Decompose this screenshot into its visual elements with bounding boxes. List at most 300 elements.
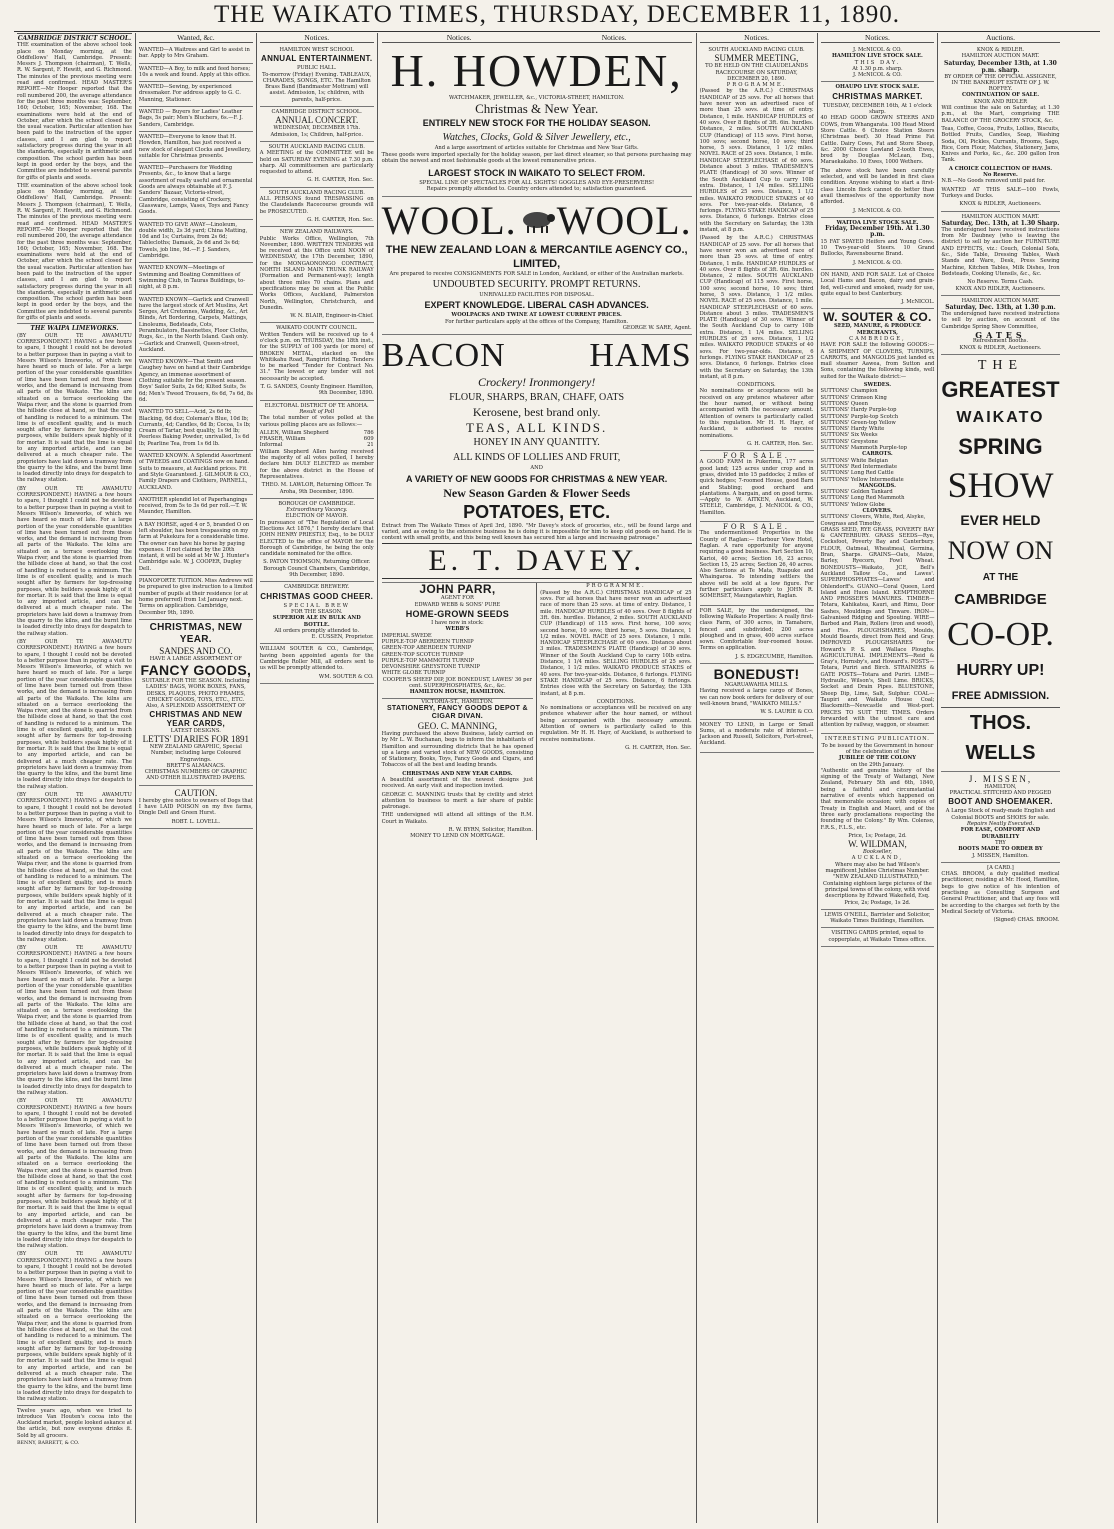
ad-headline: HAMILTON AUCTION MART. (961, 53, 1040, 60)
advertisement-text: Twelve years ago, when we tried to introduce Van Houten's cocoa into the Auckland market, people looked askance at the article, but now everyone drinks it. Sold by all grocers. (17, 1405, 132, 1439)
ad-text: Saturday, Dec. 13th, at 1.30 p.m. (945, 304, 1056, 312)
caution-ad (139, 786, 253, 829)
column-6 (696, 33, 817, 1523)
ad-headline: FOR SALE. (723, 523, 791, 532)
notice (260, 142, 374, 188)
ad-headline: KNOX AND RIDLER (973, 98, 1028, 105)
auction-ad (821, 218, 935, 270)
ad-text: WOOLPACKS AND TWINE AT LOWEST CURRENT PRICES. (451, 312, 622, 319)
ad-headline: JUBILEE OF THE COLONY (838, 755, 916, 762)
ad-text: 15 FAT SPAYED Heifers and Young Cows. 10 Two-year-old Steers. 10 Grand Bullocks, Ravensbourne Brand. (820, 238, 935, 258)
ad-text: The above stock have been carefully selected, and will be landed in first class condition. Anyone wishing to start a first-class Lincoln flock cannot do better than avail themselves of the opportunity now afforded. (820, 167, 935, 206)
ad-text: The undermentioned Properties in the County of Raglan:— Harbour View Hotel, Raglan. A rare opportunity for anyone requiring a good business. Part Section 10, Karioi, 40 acres; Section 16, 23 acres; Section 15, 25 acres; Section 26, 40 acres. Also Sections at Te Mata, Ruapuke and Whaingaroa. To intending settlers the above will be sold at a low figure. For further particulars apply to JOHN R. SOMERSET, Maungatawhiri, Raglan. (699, 530, 814, 600)
ad-headline: HAMILTON LIVE STOCK SALE. (832, 53, 923, 60)
ad-headline: BACON (381, 337, 506, 375)
notice-text: William Shepherd Allen having received the majority of all votes polled, I hereby declare him DULY ELECTED as member for the above district in the House of Representatives. (259, 448, 374, 480)
sandes-ad (139, 620, 253, 786)
ad-title: J. McNICOL & CO. (852, 47, 902, 53)
ad-headline: FANCY GOODS, (140, 662, 252, 679)
candidate-name: Informal (259, 442, 283, 449)
ad-text: A Large Stock of ready-made English and Colonial BOOTS and SHOES for sale. (945, 808, 1056, 821)
ad-title: [A CARD.] (987, 864, 1014, 871)
signature: J. McNICOL & CO. (852, 207, 902, 214)
signature: G. H. CARTER, Hon. Sec. (625, 744, 692, 751)
classified-ad: WANTED TO GIVE AWAY—Linoleum, double width, 2s 3d yard; China Matting, 10d and 1s; Curtains, from 2s 6d; Tablecloths; Damask, 2s 6d and 3s 6d; Towels, job line, 9d.—F. J. Sanders, Cambridge. (139, 220, 253, 264)
ad-headline: CHRISTMAS MARKET. (832, 91, 923, 101)
notice-title: CAMBRIDGE DISTRICT SCHOOL. (271, 109, 362, 116)
seed-item: WHITE GLOBE TURNIP (381, 670, 446, 677)
seed-item: SUTTONS' Six Weeks (820, 432, 878, 439)
seed-item: SUTTONS' Golden Tankard (820, 489, 893, 496)
ad-title: NGARUAWAHIA MILLS. (724, 682, 789, 689)
notice-title: CONDITIONS. (596, 698, 636, 705)
seed-item: PURPLE-TOP ABERDEEN TURNIP (381, 638, 474, 645)
ad-sub: SEED, MANURE, & PRODUCE MERCHANTS, (834, 323, 921, 336)
ad-text: VISITING CARDS printed, equal to copperplate, at Waikato Times office. (828, 930, 927, 943)
seed-item: SUTTONS' Hardy White (820, 426, 885, 433)
seed-item: SUTTONS' Purple-top Scotch (820, 413, 899, 420)
notice-title: WAIKATO COUNTY COUNCIL. (276, 325, 358, 332)
classified-ad: A BAY HORSE, aged 4 or 5, branded O on left shoulder, has been trespassing on my farm at Pukekura for a considerable time. The owner can have his horse by paying expenses. If not claimed by the 20th instant, it will be sold at Mr W. J. Hunter's Cambridge sale. W. J. COOPER, Dugley Dell. (139, 520, 253, 576)
classified-ad: WANTED KNOWN—That Smith and Caughey have on hand at their Cambridge Agency, an immense assortment of Clothing suitable for the present season. Boys' Sailor Suits, 2s 6d; Kilted Suits, 5s 6d; Men's Tweed Trousers, 6s 6d, 7s 6d, 8s 6d. (139, 357, 253, 407)
ad-text: Extract from The Waikato Times of April 3rd, 1890. "Mr Davey's stock of groceries, etc., will be found large and varied, and as owing to the extensive business he is doing it is impossible for him to keep old goods on hand. He is content with small profits, and this being well known has secured him a large and increasing patronage." (381, 522, 692, 542)
ad-title: KNOX & RIDLER. (976, 47, 1025, 53)
ad-text: VICTORIA-ST., HAMILTON. (382, 698, 533, 705)
notice-text: (Passed by the A.R.C.) CHRISTMAS HANDICAP of 25 sovs. For all horses that have never won an advertised race of more than 25 sovs. at time of entry. Distance, 1 mile. HANDICAP HURDLES of 40 sovs. Over 8 flights of 3ft. 6in. hurdles. Distance, 2 miles. SOUTH AUCKLAND CUP (Handicap) of 115 sovs. First horse, 100 sovs; second horse, 10 sovs; third horse, 5 sovs. Distance, 1 1/2 miles. NOVEL RACE of 25 sovs. Distance, 1 mile. HANDICAP STEEPLECHASE of 60 sovs. Distance about 3 miles. TRADESMEN'S PLATE (Handicap) of 30 sovs. Winner of the South Auckland Cup to carry 10lb extra. Distance, 1 1/4 miles. SELLING HURDLES of 25 sovs. Distance, 1 1/2 miles. WAIKATO PRODUCE STAKES of 40 sovs. For two-year-olds. Distance, 6 furlongs. FLYING STAKE HANDICAP of 25 sovs. Distance, 6 furlongs. Entries close with the Secretary on Saturday, the 13th instant, at 8 p.m. (699, 88, 814, 234)
two-column-ads (382, 583, 692, 839)
seed-item: SUTTONS' Queen (820, 400, 868, 407)
ad-section: SWEDES. (863, 382, 892, 389)
notice-title: PROGRAMME. (726, 82, 787, 89)
notice-sub: ELECTION OF MAYOR. (285, 513, 348, 520)
spring-show-ad (941, 355, 1059, 772)
ad-headline: GEO. C. MANNING, (417, 720, 498, 731)
ad-headline: AT THE (982, 571, 1019, 583)
ad-text: Refreshment Booths. (972, 338, 1029, 345)
ad-headline: Kerosene, best brand only. (472, 405, 601, 420)
notice (260, 499, 374, 583)
ad-text: CHRISTMAS NUMBERS OF GRAPHIC AND OTHER ILLUSTRATED PAPERS. (144, 769, 247, 782)
classified-ad: ANOTHER splendid lot of Paperhangings received, from 5s to 3s 6d per roll.—T. W. Maunder, Hamilton. (139, 495, 253, 520)
classified-ad: WANTED KNOWN—Garlick and Cranwell have the largest stock of Art Muslins, Art Serges, Art Cretonnes, Wadding, &c., Art Blinds, Art Bordering, Carpets, Mattings, Linoleums, Bedsteads, Cots, Perambulators, Bassinettes, Floor Cloths, Rugs, &c., in the North Island. Cash only.—Garlick and Cranwell, Queen-street, Auckland. (139, 295, 253, 358)
signature: T. G. SANDES, County Engineer. Hamilton, 9th December, 1890. (260, 384, 374, 397)
ad-text: To be issued by the Government in honour of the celebration of the (821, 742, 934, 755)
ad-sub: WATCHMAKER, JEWELLER, &c., VICTORIA-STREET, HAMILTON. (448, 95, 625, 101)
for-sale-ad (700, 451, 814, 522)
ad-text: UNRIVALLED FACILITIES FOR DISPOSAL. (479, 292, 594, 299)
classified-ad: WANTED TO SELL—Acid, 2s 6d lb; Blacking, 6d doz; Coleman's Blue, 10d lb; Currants, 4d; Candles, 6d lb; Cocoa, 1s lb; Cream of Tartar, best quality, 1s 9d lb; Peerless Baking Powder, unrivalled, 1s 6d lb; Pearline Tea, from 1s 6d lb. (139, 407, 253, 451)
column-heading: Wanted, &c. (139, 33, 253, 43)
column-heading: Notices. (260, 33, 374, 43)
seed-item: SUTTONS' Crimson King (820, 394, 887, 401)
ad-text: Repairs Neatly Executed. (966, 821, 1034, 828)
ad-text: At 1.30 p.m. sharp. (852, 65, 903, 72)
ad-headline: H. HOWDEN, (390, 45, 683, 96)
ad-headline: WOOL. (556, 197, 692, 243)
notice-text: ALL PERSONS found TRESPASSING on the Claudelands Racecourse grounds will be PROSECUTED. (259, 196, 374, 215)
masthead-rule (14, 31, 1100, 32)
racing-programme (537, 583, 691, 839)
wool-row (382, 199, 692, 243)
notice-title: NEW ZEALAND RAILWAYS. (279, 229, 354, 236)
ad-headline: New Season Garden & Flower Seeds (443, 485, 631, 500)
ad-headline: FOR SALE. (723, 452, 791, 461)
classified-ad: WANTED—Sewing, by experienced dressmaker. For address apply to G. C. Manning, Stationer. (139, 82, 253, 107)
ad-headline: SPRING (958, 433, 1043, 459)
notice-headline: SUMMER MEETING, (714, 53, 799, 64)
ad-text: BY ORDER OF THE OFFICIAL ASSIGNEE, IN THE BANKRUPT ESTATE OF J. W. ROFFEY. (944, 73, 1057, 93)
notice-text: Public Works Office, Wellington, 7th November, 1890. WRITTEN TENDERS will be received at this Office until NOON of WEDNESDAY, the 17th December, 1890, for the MONGAONONGO CONTRACT, NORTH ISLAND MAIN TRUNK RAILWAY (Formation and Permanent-way); length about three miles 70 chains. Plans and specifications may be seen at the Public Works Offices, Auckland, Palmerston North, Wellington, Christchurch, and Dunedin. (259, 235, 374, 311)
ad-text: FOR THE SEASON. (290, 608, 343, 615)
money-ad (700, 720, 814, 753)
ad-text: BOOTS MADE TO ORDER BY (958, 846, 1043, 853)
signature: ROBT. L. LOVELL. (171, 818, 221, 825)
signature: KNOX AND RIDLER, Auctioneers. (955, 285, 1046, 292)
signature: W. S. LAURIE & CO. (760, 709, 814, 716)
signature: E. CUSSEN, Proprietor. (311, 634, 374, 641)
signature: J. McNICOL & CO. (852, 259, 902, 266)
seed-item: SUTTONS' White Belgian (820, 457, 888, 464)
ad-headline: A CHOICE COLLECTION OF HAMS. (948, 165, 1053, 172)
notice-text: To-morrow (Friday) Evening. TABLEAUX, CHARADES, SONGS, ETC. The Hamilton Brass Band (Bandmaster Mottram) will assist. Admission, 1s; children, with parents, half-price. (262, 71, 372, 103)
signature: J. McNICOL. (901, 299, 935, 306)
article-text: (BY OUR TE AWAMUTU CORRESPONDENT.) HAVING a few hours to spare, I thought I could not be devoted to a better purpose than in paying a visit to Messrs Wilson's limeworks, of which we have heard so much of late. For a large portion of the year considerable quantities of lime have been turned out from these works, and the demand is increasing from all parts of the Waikato. The kilns are situated on a terrace overlooking the Waipa river, and the stone is quarried from the hillside close at hand, so that the cost of handling is reduced to a minimum. The lime is of excellent quality, and is much sought after by farmers for top-dressing purposes, while builders speak highly of it for mortar. It is said that the lime is equal to any imported article, and can be delivered at a much cheaper rate. The proprietors have laid down a tramway from the quarry to the kilns, and the burnt lime is loaded directly into drays for despatch to the railway station. (17, 485, 132, 637)
notice-text: TO BE HELD ON THE CLAUDELANDS RACECOURSE ON SATURDAY, DECEMBER 20, 1890. (705, 63, 809, 82)
ad-headline: OHAUPO LIVE STOCK SALE. (835, 84, 920, 91)
column-1 (14, 33, 135, 1523)
notice-headline: ANNUAL ENTERTAINMENT. (261, 54, 373, 64)
ad-text: I have now in stock: (431, 620, 484, 627)
ad-headline: HAMS (589, 337, 692, 375)
notice-text: No nominations or acceptances will be received on any pretence whatever after the hour named, or without being accompanied with the necessary amount. Attention of owners is particularly called to this regulation. Mr H. H. Hayr, of Auckland, is authorised to receive nominations. (699, 388, 814, 439)
signature: W. N. BLAIR, Engineer-in-Chief. (290, 313, 374, 320)
ad-headline: BOOT AND SHOEMAKER. (948, 797, 1053, 807)
seed-item: SUTTONS' Yellow Intermediate (820, 476, 904, 483)
ad-text: Having purchased the above Business, lately carried on by Mr L. W. Buchanan, begs to inform the inhabitants of Hamilton and surrounding districts that he has opened up a large and varied stock of NEW GOODS, consisting of Stationery, Books, Toys, Fancy Goods and Cigars, and Tobaccos of all the best and leading brands. (381, 730, 534, 769)
notice (260, 45, 374, 107)
ad-text: Saturday, December 13th, at 1.30 p.m. sharp. (944, 59, 1057, 74)
ad-headline: CO-OP. (947, 615, 1054, 653)
ad-headline: Christmas & New Year. (475, 101, 599, 117)
column-heading: Notices. (382, 33, 537, 43)
seed-item: GREEN-TOP SCOTCH TURNIP (381, 651, 464, 658)
ad-text: MONEY TO LEND, in Large or Small Sums, at a moderate rate of interest.—Jackson and Russell, Solicitors, Fort-street, Auckland. (699, 721, 814, 747)
columns (14, 33, 1102, 1523)
ad-text: SPECIAL BREW (283, 602, 350, 609)
auction-ad (941, 45, 1059, 212)
signature: R. W. BYRN, Solicitor, Hamilton. (448, 827, 534, 834)
ad-headline: Crockery! Ironmongery! (477, 375, 596, 390)
candidate-name: FRASER, William (259, 436, 306, 443)
auction-ad (941, 296, 1059, 355)
classified-ad: WANTED—Everyone to know that H. Howden, Hamilton, has just received a new stock of elegant Clocks and Jewellery, suitable for Christmas presents. (139, 132, 253, 163)
classified-ad: WANTED KNOWN. A Splendid Assortment of TWEEDS and COATINGS now on hand. Suits to measure, at Auckland prices. Fit and Style Guaranteed. J. GILMOUR & CO., Family Drapers and Clothiers, PARNELL, AUCKLAND. (139, 451, 253, 495)
ad-text: HAMILTON, (984, 783, 1017, 790)
seed-item: SUTTONS' Red Intermediate (820, 463, 898, 470)
ad-text: SUPERIOR ALE IN BULK AND BOTTLE. (272, 615, 361, 628)
ad-text: CHAS. BROOM, a duly qualified medical practitioner, residing at Mr. Hood, Hamilton, begs to give notice of his intention of practising as Consulting Surgeon and General Practitioner, and that any fees will be according to the charges set forth by the Medical Society of Victoria. (941, 871, 1060, 915)
ad-headline: THE NEW ZEALAND LOAN & MERCANTILE AGENCY CO., LIMITED, (385, 243, 688, 270)
ad-headline: CAUTION. (174, 787, 218, 798)
column-3 (256, 33, 377, 1523)
ad-text: For further particulars apply at the offices of the Company, Hamilton. (445, 318, 629, 325)
column-heading: Notices. (700, 33, 814, 43)
article-text: (BY OUR TE AWAMUTU CORRESPONDENT.) HAVING a few hours to spare, I thought I could not be devoted to a better purpose than in paying a visit to Messrs Wilson's limeworks, of which we have heard so much of late. For a large portion of the year considerable quantities of lime have been turned out from these works, and the demand is increasing from all parts of the Waikato. The kilns are situated on a terrace overlooking the Waipa river, and the stone is quarried from the hillside close at hand, so that the cost of handling is reduced to a minimum. The lime is of excellent quality, and is much sought after by farmers for top-dressing purposes, while builders speak highly of it for mortar. It is said that the lime is equal to any imported article, and can be delivered at a much cheaper rate. The proprietors have laid down a tramway from the quarry to the kilns, and the burnt lime is loaded directly into drays for despatch to the railway station. (17, 945, 132, 1096)
ad-headline: WOOL. (381, 197, 517, 243)
ad-headline: HONEY IN ANY QUANTITY. (473, 437, 600, 449)
notice (260, 227, 374, 323)
notice-text: Written Tenders will be received up to 4 o'clock p.m. on THURSDAY, the 18th inst., for the SUPPLY of 100 yards (or more) of BROKEN METAL, stacked on the Whitikahu Road, Rangiriri Riding. Tenders to be marked "Tender for Contract No. 31." The lowest or any tender will not necessarily be accepted. (259, 331, 374, 382)
column-8 (937, 33, 1062, 1523)
seed-item: SUTTONS' Green-top Yellow (820, 419, 896, 426)
ad-text: TUESDAY, DECEMBER 16th, At 1 o'clock sharp. (822, 102, 932, 116)
ad-text: Price, 1s; Postage, 2d. (848, 832, 907, 839)
ad-headline: LARGEST STOCK IN WAIKATO TO SELECT FROM. (428, 168, 646, 179)
ad-text: Will continue the sale on Saturday, at 1.30 p.m., at the Mart, comprising THE BALANCE OF THE GROCERY STOCK, &c. (941, 105, 1060, 124)
ad-headline: ALL KINDS OF LOLLIES AND FRUIT, (453, 452, 621, 464)
ad-headline: CHRISTMAS AND NEW YEAR CARDS. (402, 770, 513, 777)
column-2 (135, 33, 256, 1523)
article-text: (BY OUR TE AWAMUTU CORRESPONDENT.) HAVING a few hours to spare, I thought I could not be devoted to a better purpose than in paying a visit to Messrs Wilson's limeworks, of which we have heard so much of late. For a large portion of the year considerable quantities of lime have been turned out from these works, and the demand is increasing from all parts of the Waikato. The kilns are situated on a terrace overlooking the Waipa river, and the stone is quarried from the hillside close at hand, so that the cost of handling is reduced to a minimum. The lime is of excellent quality, and is much sought after by farmers for top-dressing purposes, while builders speak highly of it for mortar. It is said that the lime is equal to any imported article, and can be delivered at a much cheaper rate. The proprietors have laid down a tramway from the quarry to the kilns, and the burnt lime is loaded directly into drays for despatch to the railway station. (17, 638, 132, 790)
notice-text: A MEETING of the COMMITTEE will be held on SATURDAY EVENING at 7.30 p.m. sharp. All committeemen are particularly requested to attend. (259, 150, 374, 176)
seed-item: SUTTONS' Hardy Purple-top (820, 407, 897, 414)
racing-ad (700, 45, 814, 451)
souter-ad (821, 309, 935, 734)
ad-headline: HURRY UP! (956, 661, 1045, 679)
ad-text: HAMILTON HOUSE, HAMILTON. (409, 689, 506, 696)
ad-text: Teas, Coffee, Cocoa, Fruits, Lollies, Biscuits, Bottled Fruits, Candles, Soap, Washing Soda, Oil, Pickles, Currants, Brooms, Sago, Rice, Corn Flour, Matches, Stationery, Jams, Knives and Forks, &c., &c. 200 gallon Iron Tank. (941, 125, 1060, 164)
classified-ad: WANTED—A Boy, to milk and feed horses; 10s a week and found. Apply at this office. (139, 64, 253, 83)
seed-item: SUTTONS' Greystone (820, 438, 878, 445)
ad-text: The undersigned have received instructions from Mr Daubney (who is leaving the district) to sell by auction her FURNITURE AND EFFECTS, viz.: Couch, Colonial Sofa, &c., Side Table, Dressing Tables, Wash Stands and Ware, Desk, Press Sewing Machine, Kitchen Tables, Milk Dishes, Iron Bedsteads, Cooking Utensils, &c., &c. (941, 226, 1060, 277)
signature: THEO. M. LAWLOR, Returning Officer. Te Aroha, 9th December, 1890. (261, 482, 372, 495)
ad-text: COOPER'S SHEEP DIP, JOE BONEDUST, LAWES' 36 per cent. SUPERPHOSPHATES, &c., &c. (382, 676, 532, 690)
ad-text: The undersigned have received instructions to sell by auction, on account of the Cambridge Spring Show Committee, (941, 311, 1060, 330)
ad-text: N.B.—No Goods removed until paid for. (941, 178, 1046, 185)
ad-text: FOR SALE, by the undersigned, the following Waikato Properties: A really first-class Farm, of 300 acres, in Tamahere, fenced and subdivided; 200 acres ploughed and in grass, 400 acres surface sown. Comfortable four-roomed house. Terms on application. (699, 607, 814, 652)
ad-text: SPECIAL LINE OF SPECTACLES FOR ALL SIGHTS! GOGGLES AND EYE-PRESERVERS! (419, 180, 655, 187)
publication-ad (821, 734, 935, 909)
ad-headline: CAMBRIDGE (954, 590, 1047, 608)
auction-ad (821, 270, 935, 309)
ad-text: ON HAND, AND FOR SALE. Lot of Choice Local Hams and Bacon, dairy and grain-fed, well-cured and smoked, ready for use, quite equal to best Canterbury. (820, 271, 935, 297)
seed-item: GREEN-TOP ABERDEEN TURNIP (381, 645, 472, 652)
ad-text: SUITABLE FOR THE SEASON. Including LADIES' BAGS, WORK BOXES, FANS, DESKS, PLAQUES, PHOTO FRAMES, CRICKET GOODS, TOYS, ETC., ETC. (141, 678, 250, 704)
ad-headline: LETTS' DIARIES FOR 1891 (142, 733, 250, 744)
davey-ad (382, 335, 692, 583)
ad-headline: SHOW (947, 464, 1054, 505)
notice (260, 107, 374, 142)
seed-item: DEVONSHIRE GREYSTONE TURNIP (381, 664, 480, 671)
ad-text: I hereby give notice to owners of Dogs that I have LAID POISON on my five farms, Dingle Dell and Green Hurst. (138, 797, 253, 817)
ad-headline: WAIKATO (956, 408, 1045, 426)
ad-text: AND (530, 465, 543, 472)
ad-text: GRASS SEED, RYE GRASS, POVERTY BAY & CANTERBURY. GRASS SEEDS—Rye, Cocksfoot, Poverty Bay and Canterbury. FLOUR, Oatmeal, Wheatmeal, Germina, Bran, Sharps. GRAINS—Oats, Maize, Barley, Ryecorn, Fowl Wheat. BONEDUSTS—Waikato, JCE, Bell's Auckland Tallow Co., and Lawes'. SUPERPHOSPHATES—Lawes' and Ohlendorff's. GUANO—Coral Queen, Lord Island and Huon Island. KEMPTHORNE AND PROSSER'S MANURES. TIMBER—Totara, Kahikatea, Kauri, and Rimu, Door Sashes, Mouldings and Tinware. IRON—Galvanised Ridging and Spouting. WIRE—Barbed and Plain, Rollers (iron and wood), and Fles. PLOUGHSHARES, Moulds, Mould Boards, direct from Reid and Gray. IMPROVED PLOUGHSHARES for Howard's P. S. and Wallace Ploughs. AGRICULTURAL IMPLEMENTS—Reid & Gray's, Hornsby's, and Howard's. POSTS—Totara, Puriri and Birch. STRAINERS & GATE POSTS—Totara and Puriri. LIME—Hydraulic, Wilson's, Shell Lime. BRICKS, Socket and Drain Pipes. BLUESTONE, Sheep Dip, Lime, Salt, Sulphur. COAL—Taupiri and Waikato House Coal; Blacksmith—Newcastle and West-port. PRICES TO SUIT THE TIMES. Orders forwarded with the utmost care and attention by railway, waggon, or steamer. (820, 526, 935, 729)
ad-text: AUCKLAND, (851, 855, 904, 862)
notice-title: BOROUGH OF CAMBRIDGE. (278, 500, 356, 507)
auction-ad (821, 45, 935, 82)
notice-title: ELECTORAL DISTRICT OF TE AROHA. (264, 402, 369, 409)
ad-headline: GATES (975, 329, 1026, 340)
article-title: CAMBRIDGE DISTRICT SCHOOL. (17, 35, 132, 42)
article-text: (BY OUR TE AWAMUTU CORRESPONDENT.) HAVING a few hours to spare, I thought I could not be devoted to a better purpose than in paying a visit to Messrs Wilson's limeworks, of which we have heard so much of late. For a large portion of the year considerable quantities of lime have been turned out from these works, and the demand is increasing from all parts of the Waikato. The kilns are situated on a terrace overlooking the Waipa river, and the stone is quarried from the hillside close at hand, so that the cost of handling is reduced to a minimum. The lime is of excellent quality, and is much sought after by farmers for top-dressing purposes, while builders speak highly of it for mortar. It is said that the lime is equal to any imported article, and can be delivered at a much cheaper rate. The proprietors have laid down a tramway from the quarry to the kilns, and the burnt lime is loaded directly into drays for despatch to the railway station. (17, 1251, 132, 1403)
ad-text: FOR EASE, COMFORT AND DURABILITY (960, 827, 1041, 840)
article-title: THE WAIPA LIMEWORKS. (17, 323, 132, 332)
ad-text: No Reserve. Terms Cash. (967, 279, 1034, 286)
ad-headline: A VARIETY OF NEW GOODS FOR CHRISTMAS & NEW YEAR. (406, 473, 668, 484)
vote-count: 786 (363, 429, 374, 436)
notice-title: SOUTH AUCKLAND RACING CLUB. (268, 143, 365, 150)
ad-section: MANGOLDS. (858, 482, 896, 489)
ad-text: And a large assortment of articles suitable for Christmas and New Year Gifts. (434, 145, 639, 152)
brewery-ad (260, 582, 374, 644)
ad-headline: INTERESTING PUBLICATION. (824, 736, 930, 743)
cards-ad (821, 928, 935, 947)
ad-text: A beautiful assortment of the newest designs just received. An early visit and inspection invited. (381, 776, 534, 790)
ad-text: Also, A SPLENDID ASSORTMENT OF (146, 703, 246, 710)
column-headings (382, 33, 692, 45)
ad-headline: JOHN PARR, (419, 582, 496, 597)
signature: (Signed) CHAS. BROOM. (993, 917, 1060, 924)
ad-title: CAMBRIDGE BREWERY. (284, 584, 350, 591)
signature: WM. SOUTER & CO. (318, 673, 374, 680)
ad-headline: CONTINUATION OF SALE. (961, 92, 1039, 99)
ad-text: MONEY TO LEND ON MORTGAGE. (410, 833, 505, 840)
notice-title: PROGRAMME. (586, 583, 646, 590)
ad-headline: J. MISSEN, (968, 773, 1033, 784)
column-heading (17, 33, 132, 34)
ad-headline: W. WILDMAN, (848, 839, 907, 850)
notice-sub: PUBLIC HALL. (296, 65, 337, 72)
column-heading: Notices. (821, 33, 935, 43)
ad-text: Having received a large cargo of Bones, we can now book orders for delivery of our well-known brand, "WAIKATO MILLS." (699, 688, 814, 707)
ad-text: A GOOD FARM in Pukerimu, 177 acres good land; 125 acres under crop and in grass, divided into 15 paddocks; 2 miles of quick hedges; 7-roomed House, good Barn and Stabling; good orchard and plantations. A bargain, and on good terms.—Apply to W. AITKEN, Auckland, W. STEELE, Cambridge, J. McNICOL & CO., Hamilton. (699, 459, 814, 516)
column-heading: Notices. (537, 33, 692, 43)
masthead: THE WAIKATO TIMES, THURSDAY, DECEMBER 11, 1890. (214, 1, 900, 28)
ad-headline: CHRISTMAS AND NEW YEAR CARDS, (149, 709, 243, 728)
seed-item: SUTTONS' Long Red Mammoth (820, 495, 905, 502)
ad-text: TRY (995, 839, 1006, 846)
ad-headline: POTATOES, ETC. (463, 501, 611, 522)
ad-text: These goods were imported specially for the holiday season, per last direct steamer, so that persons purchasing may obtain the newest and most fashionable goods at the lowest remunerative prices. (381, 151, 692, 164)
ad-text: THIS DAY. (854, 59, 901, 66)
classified-ad: WANTED—Purchasers for Wedding Presents, &c., to know that a large assortment of really useful and ornamental Goods are always obtainable at F. J. Sanders' Bazaar, Victoria-street, Cambridge, consisting of Crockery, Glassware, Lamps, Vases, Toys and Fancy Goods. (139, 163, 253, 219)
ad-text: Repairs promptly attended to. Country orders attended to; satisfaction guaranteed. (426, 186, 647, 193)
ad-headline: GREATEST (941, 376, 1060, 402)
howden-ad (382, 45, 692, 197)
solicitor-ad (821, 910, 935, 929)
notice-title: HAMILTON WEST SCHOOL (279, 47, 354, 53)
ad-text: LATEST DESIGNS. (170, 727, 221, 734)
notice-headline: ANNUAL CONCERT. (275, 115, 359, 126)
candidate-name: ALLEN, William Shepherd (259, 429, 329, 436)
column-4-5 (377, 33, 696, 1523)
column-heading: Auctions. (941, 33, 1059, 43)
notice-text: (Passed by the A.R.C.) CHRISTMAS HANDICAP of 25 sovs. For all horses that have never won an advertised race of more than 25 sovs. at time of entry. Distance, 1 mile. HANDICAP HURDLES of 40 sovs. Over 8 flights of 3ft. 6in. hurdles. Distance, 2 miles. SOUTH AUCKLAND CUP (Handicap) of 115 sovs. First horse, 100 sovs; second horse, 10 sovs; third horse, 5 sovs. Distance, 1 1/2 miles. NOVEL RACE of 25 sovs. Distance, 1 mile. HANDICAP STEEPLECHASE of 60 sovs. Distance about 3 miles. TRADESMEN'S PLATE (Handicap) of 30 sovs. Winner of the South Auckland Cup to carry 10lb extra. Distance, 1 1/4 miles. SELLING HURDLES of 25 sovs. Distance, 1 1/2 miles. WAIKATO PRODUCE STAKES of 40 sovs. For two-year-olds. Distance, 6 furlongs. FLYING STAKE HANDICAP of 25 sovs. Distance, 6 furlongs. Entries close with the Secretary on Saturday, the 13th instant, at 8 p.m. (540, 589, 692, 697)
ad-text: Friday, December 19th. At 1.30 p.m. (825, 225, 930, 239)
ad-headline: HAMILTON AUCTION MART. (961, 297, 1040, 304)
article-text: THE examination of the above school took place on Monday morning, at the Oddfellows' Hall, Cambridge. Present: Messrs J. Thompson (chairman), T. Wells, R. W. Sargent, F. Hewitt, and G. Richmond. The minutes of the previous meeting were read and confirmed. HEAD MASTER'S REPORT.—Mr Hooper reported that the roll numbered 200, the average attendance for the past three months was: September, 160; October, 165; November, 168. The examinations were held at the end of October, after which the school closed for the usual vacation. Particular attention has been paid to the instruction of the upper classes, and I am glad to report satisfactory progress during the year in all the standards, especially in arithmetic and composition. The school garden has been kept in good order by the boys, and the Committee are indebted to several parents for gifts of plants and seeds. (17, 182, 132, 322)
ad-text: HAVE FOR SALE the following GOODS:— A SHIPMENT OF CLOVERS, TURNIPS, CARROTS, and MANGOLDS just landed ex mail steamer Aawea, from Sutton and Sons, containing the following kinds, well suited for the Waikato district:— (820, 342, 935, 380)
ad-section: CARROTS. (862, 451, 893, 458)
notice-text: WEDNESDAY, DECEMBER 17th. Admission, 1s; Children, half-price. (270, 125, 363, 138)
notice-text: No nominations or acceptances will be received on any pretence whatever after the hour named, or without being accompanied with the necessary amount. Attention of owners is particularly called to this regulation. Mr H. H. Hayr, of Auckland, is authorised to receive nominations. (540, 705, 692, 743)
ad-section: CLOVERS. (862, 508, 893, 514)
ad-text: Saturday, Dec. 13th, at 1.30 Sharp. (941, 219, 1060, 227)
vote-count: 609 (363, 436, 374, 443)
bootmaker-ad (941, 772, 1059, 863)
ad-text: on the 29th January. (850, 761, 905, 768)
notice (260, 323, 374, 400)
ad-text: EDWARD WEBB & SONS' PURE (414, 601, 501, 608)
ad-headline: UNDOUBTED SECURITY. PROMPT RETURNS. (432, 279, 641, 291)
ad-text: Bookseller, (863, 849, 892, 856)
signature: KNOX & RIDLER, Auctioneers. (959, 201, 1042, 208)
ad-text: Are prepared to receive CONSIGNMENTS FOR SALE in London, Auckland, or either of the Australian markets. (389, 270, 684, 277)
bacon-row (382, 337, 692, 375)
ad-text: "Authentic and genuine history of the signing of the Treaty of Waitangi, New Zealand, February 5th and 6th, 1840, being a faithful and circumstantial narrative of events which happened on that memorable occasion; with copies of Treaty in English and Maori, and of the three early proclamations respecting the founding of the Colony." By Wm. Colenso, F.R.S., F.L.S., etc. (820, 767, 935, 831)
ad-text: AGENT FOR (440, 595, 474, 602)
signature: G. H. CARTER, Hon. Sec. (746, 440, 814, 447)
notice (260, 188, 374, 227)
classified-ad: WANTED — Buyers for Ladies' Leather Bags, 5s pair; Men's Bluchers, 6s.—F. J. Sanders, Cambridge. (139, 107, 253, 132)
notice (260, 644, 374, 683)
seed-item: SUTTONS' Yellow Globe (820, 501, 885, 508)
ad-headline: HAMILTON AUCTION MART. (961, 213, 1040, 220)
signature: J. MISSEN, Hamilton. (972, 852, 1029, 859)
ad-text: NEW ZEALAND GRAPHIC, Special Number, including large Coloured Engravings. (149, 743, 242, 763)
ad-text: 40 HEAD GOOD GROWN STEERS AND COWS, from Whangarata. 100 Head Mixed Store Cattle. 6 Choice Station Steers (Christmas beef). 30 Head Prime Fat Cattle. Dairy Cows, Fat and Store Sheep, &c. 2000 Choice Lowland 2-tooth Ewes, bred by Douglas McLean, Esq., Maraekakaho. 10 Ewes, 1000 Wethers. (820, 115, 935, 166)
vote-count: 21 (367, 442, 374, 449)
ad-text: PRACTICAL STITCHED AND PEGGED (949, 790, 1052, 797)
classified-ad: WANTED—A Waitress and Girl to assist in bar. Apply to Mrs Graham. (139, 45, 253, 64)
ad-headline: FREE ADMISSION. (951, 689, 1050, 702)
sheep-icon (517, 208, 557, 234)
notice-text: The total number of votes polled at the various polling places are as follows:— (259, 415, 374, 428)
article-text: (BY OUR TE AWAMUTU CORRESPONDENT.) HAVING a few hours to spare, I thought I could not be devoted to a better purpose than in paying a visit to Messrs Wilson's limeworks, of which we have heard so much of late. For a large portion of the year considerable quantities of lime have been turned out from these works, and the demand is increasing from all parts of the Waikato. The kilns are situated on a terrace overlooking the Waipa river, and the stone is quarried from the hillside close at hand, so that the cost of handling is reduced to a minimum. The lime is of excellent quality, and is much sought after by farmers for top-dressing purposes, while builders speak highly of it for mortar. It is said that the lime is equal to any imported article, and can be delivered at a much cheaper rate. The proprietors have laid down a tramway from the quarry to the kilns, and the burnt lime is loaded directly into drays for despatch to the railway station. (17, 332, 132, 484)
signature: GEORGE W. SARE, Agent. (622, 324, 692, 331)
ad-headline: E. T. DAVEY. (382, 543, 692, 579)
seed-item: SUTTONS' Champion (820, 388, 878, 395)
ad-text: LEWIS O'NEILL, Barrister and Solicitor, Waikato Times Buildings, Hamilton. (824, 911, 931, 925)
ad-headline: STATIONERY, FANCY GOODS DEPOT & CIGAR DIVAN. (386, 704, 528, 720)
signature: G. H. CARTER, Hon. Sec. (307, 177, 374, 184)
ad-text: BRETT'S ALMANACS. (166, 762, 226, 769)
signature: J. S. EDGECUMBE, Hamilton. (735, 653, 814, 660)
ad-text: Containing eighteen large pictures of the principal towns of the colony, with vivid descriptions by Edward Wakefield, Esq. Price, 2s; Postage, 1s 2d. (823, 880, 932, 906)
seed-item: SUTTONS' Clovers, White, Red, Alsyke, Cowgrass and Timothy. (820, 514, 926, 527)
ad-headline: CHRISTMAS, NEW YEAR. (149, 621, 243, 645)
ad-text: Where may also be had Wilson's magnificent Jubilee Christmas Number. (825, 861, 930, 875)
ad-headline: HOME-GROWN SEEDS (405, 609, 510, 620)
auction-ad (941, 212, 1059, 296)
notice (260, 401, 374, 499)
ad-headline: CHRISTMAS GOOD CHEER. (260, 591, 374, 601)
auction-ad (821, 82, 935, 217)
column-7 (817, 33, 938, 1523)
ad-text: WEBB'S (445, 626, 470, 633)
ad-headline: NOW ON (947, 535, 1054, 565)
signature: BENNY, BARRETT, & CO. (17, 1441, 80, 1447)
notice-sub: Extraordinary Vacancy. (286, 507, 348, 514)
ad-headline: WAITOA LIVE STOCK SALE. (836, 219, 919, 226)
notice-text: WILLIAM SOUTER & CO., Cambridge, having been appointed agents for the Cambridge Roller Mill, all orders sent to us will be promptly attended to. (259, 646, 374, 672)
ad-headline: TEAS, ALL KINDS. (465, 420, 608, 436)
article-text: (BY OUR TE AWAMUTU CORRESPONDENT.) HAVING a few hours to spare, I thought I could not be devoted to a better purpose than in paying a visit to Messrs Wilson's limeworks, of which we have heard so much of late. For a large portion of the year considerable quantities of lime have been turned out from these works, and the demand is increasing from all parts of the Waikato. The kilns are situated on a terrace overlooking the Waipa river, and the stone is quarried from the hillside close at hand, so that the cost of handling is reduced to a minimum. The lime is of excellent quality, and is much sought after by farmers for top-dressing purposes, while builders speak highly of it for mortar. It is said that the lime is equal to any imported article, and can be delivered at a much cheaper rate. The proprietors have laid down a tramway from the quarry to the kilns, and the burnt lime is loaded directly into drays for despatch to the railway station. (17, 1098, 132, 1250)
ad-text: All orders promptly attended to. (274, 627, 360, 634)
ad-headline: Watches, Clocks, Gold & Silver Jewellery, etc., (442, 132, 631, 144)
ad-headline: EVER HELD (960, 511, 1041, 528)
